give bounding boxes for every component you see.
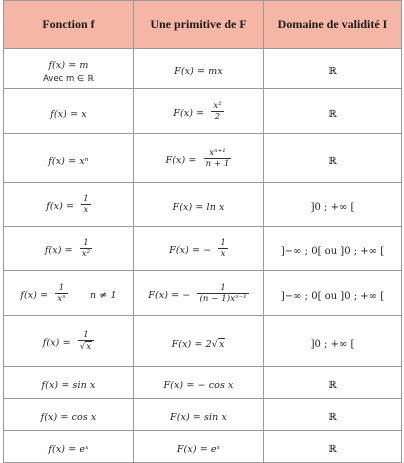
function-expression: f(x) = xⁿ	[48, 155, 89, 167]
table-row	[4, 134, 402, 183]
function-note: Avec m ∈ ℝ	[43, 74, 94, 84]
primitives-table-container	[3, 0, 401, 463]
primitive-cell	[134, 399, 264, 431]
primitive-fraction	[204, 148, 232, 169]
primitive-prefix: F(x) = −	[169, 245, 212, 256]
primitive-expression: F(x) = sin x	[170, 412, 227, 423]
sqrt-radicand: x	[218, 338, 225, 350]
function-cell	[4, 227, 134, 271]
table-row	[4, 227, 402, 271]
primitive-expression: F(x) = ln x	[172, 202, 225, 213]
fraction-numerator: x²	[213, 100, 222, 111]
domain-cell	[264, 399, 402, 431]
function-cell	[4, 183, 134, 227]
table-header-row	[4, 1, 402, 49]
function-condition: n ≠ 1	[89, 289, 117, 301]
primitive-cell	[134, 183, 264, 227]
primitive-cell	[134, 316, 264, 367]
fraction-denominator: (n − 1)xⁿ⁻¹	[199, 293, 247, 304]
domain-value: ℝ	[328, 380, 337, 391]
function-expression: f(x) = x	[50, 108, 87, 120]
table-row	[4, 89, 402, 134]
primitive-expression: F(x) = mx	[174, 66, 223, 77]
primitive-expression: F(x) = eˣ	[176, 444, 221, 455]
domain-value: ]−∞ ; 0[ ou ]0 ; +∞ [	[280, 290, 385, 302]
function-fraction	[81, 194, 91, 215]
fraction-denominator: x	[83, 205, 89, 215]
primitive-cell	[134, 431, 264, 463]
fraction-numerator: 1	[55, 283, 67, 294]
domain-cell	[264, 134, 402, 183]
sqrt-radicand: x	[86, 342, 92, 352]
primitive-fraction	[218, 238, 228, 259]
domain-value: ℝ	[328, 155, 337, 167]
function-cell	[4, 316, 134, 367]
primitive-cell	[134, 49, 264, 89]
table-row	[4, 367, 402, 399]
function-prefix: f(x) =	[42, 337, 71, 349]
function-fraction	[80, 238, 92, 259]
domain-cell	[264, 183, 402, 227]
domain-value: ]−∞ ; 0[ ou ]0 ; +∞ [	[280, 246, 385, 257]
fraction-numerator: xⁿ⁺¹	[204, 148, 232, 159]
function-prefix: f(x) =	[46, 201, 75, 212]
domain-cell	[264, 227, 402, 271]
domain-value: ]0 ; +∞ [	[310, 202, 355, 213]
function-expression: f(x) = sin x	[41, 380, 96, 391]
fraction-denominator: √x	[79, 342, 92, 352]
domain-cell	[264, 431, 402, 463]
function-cell	[4, 134, 134, 183]
primitive-expression: F(x) = − cos x	[163, 380, 234, 391]
function-cell	[4, 89, 134, 134]
primitive-cell	[134, 367, 264, 399]
table-row	[4, 399, 402, 431]
function-cell	[4, 399, 134, 431]
function-cell	[4, 367, 134, 399]
primitive-cell	[134, 89, 264, 134]
fraction-numerator: 1	[78, 330, 94, 341]
primitive-fraction	[211, 101, 223, 122]
primitive-cell	[134, 134, 264, 183]
table-row	[4, 431, 402, 463]
primitive-prefix: F(x) =	[173, 107, 205, 119]
fraction-numerator: 1	[83, 194, 89, 204]
fraction-denominator: x²	[81, 249, 91, 259]
function-fraction	[55, 283, 67, 304]
domain-value: ℝ	[328, 444, 337, 455]
domain-cell	[264, 271, 402, 316]
function-cell	[4, 271, 134, 316]
table-row	[4, 316, 402, 367]
domain-value: ℝ	[328, 412, 337, 423]
fraction-denominator: xⁿ	[57, 293, 66, 304]
table-row	[4, 49, 402, 89]
fraction-denominator: 2	[214, 111, 221, 122]
primitive-prefix: F(x) =	[165, 154, 197, 166]
primitive-prefix: F(x) = 2	[171, 338, 212, 350]
function-fraction	[78, 330, 94, 352]
fraction-numerator: 1	[80, 238, 92, 249]
domain-cell	[264, 49, 402, 89]
fraction-denominator: n + 1	[205, 158, 230, 169]
table-row	[4, 183, 402, 227]
fraction-numerator: 1	[197, 283, 248, 294]
function-prefix: f(x) =	[44, 245, 73, 256]
function-cell	[4, 49, 134, 89]
primitive-fraction	[197, 283, 248, 304]
header-domain: Domaine de validité I	[264, 1, 402, 49]
primitive-prefix: F(x) = −	[148, 289, 191, 301]
domain-cell	[264, 367, 402, 399]
domain-cell	[264, 316, 402, 367]
fraction-denominator: x	[220, 249, 226, 259]
primitives-table	[3, 0, 402, 463]
header-function: Fonction f	[4, 1, 134, 49]
domain-value: ]0 ; +∞ [	[310, 338, 355, 350]
fraction-numerator: 1	[220, 238, 226, 248]
primitive-cell	[134, 271, 264, 316]
primitive-cell	[134, 227, 264, 271]
sqrt-symbol: √	[211, 338, 218, 350]
function-prefix: f(x) =	[20, 289, 49, 301]
function-expression: f(x) = cos x	[40, 412, 97, 423]
function-cell	[4, 431, 134, 463]
domain-value: ℝ	[328, 108, 337, 120]
header-primitive: Une primitive de F	[134, 1, 264, 49]
function-expression: f(x) = eˣ	[48, 444, 89, 455]
function-expression: f(x) = m	[48, 60, 89, 71]
domain-cell	[264, 89, 402, 134]
table-row	[4, 271, 402, 316]
domain-value: ℝ	[328, 66, 337, 77]
